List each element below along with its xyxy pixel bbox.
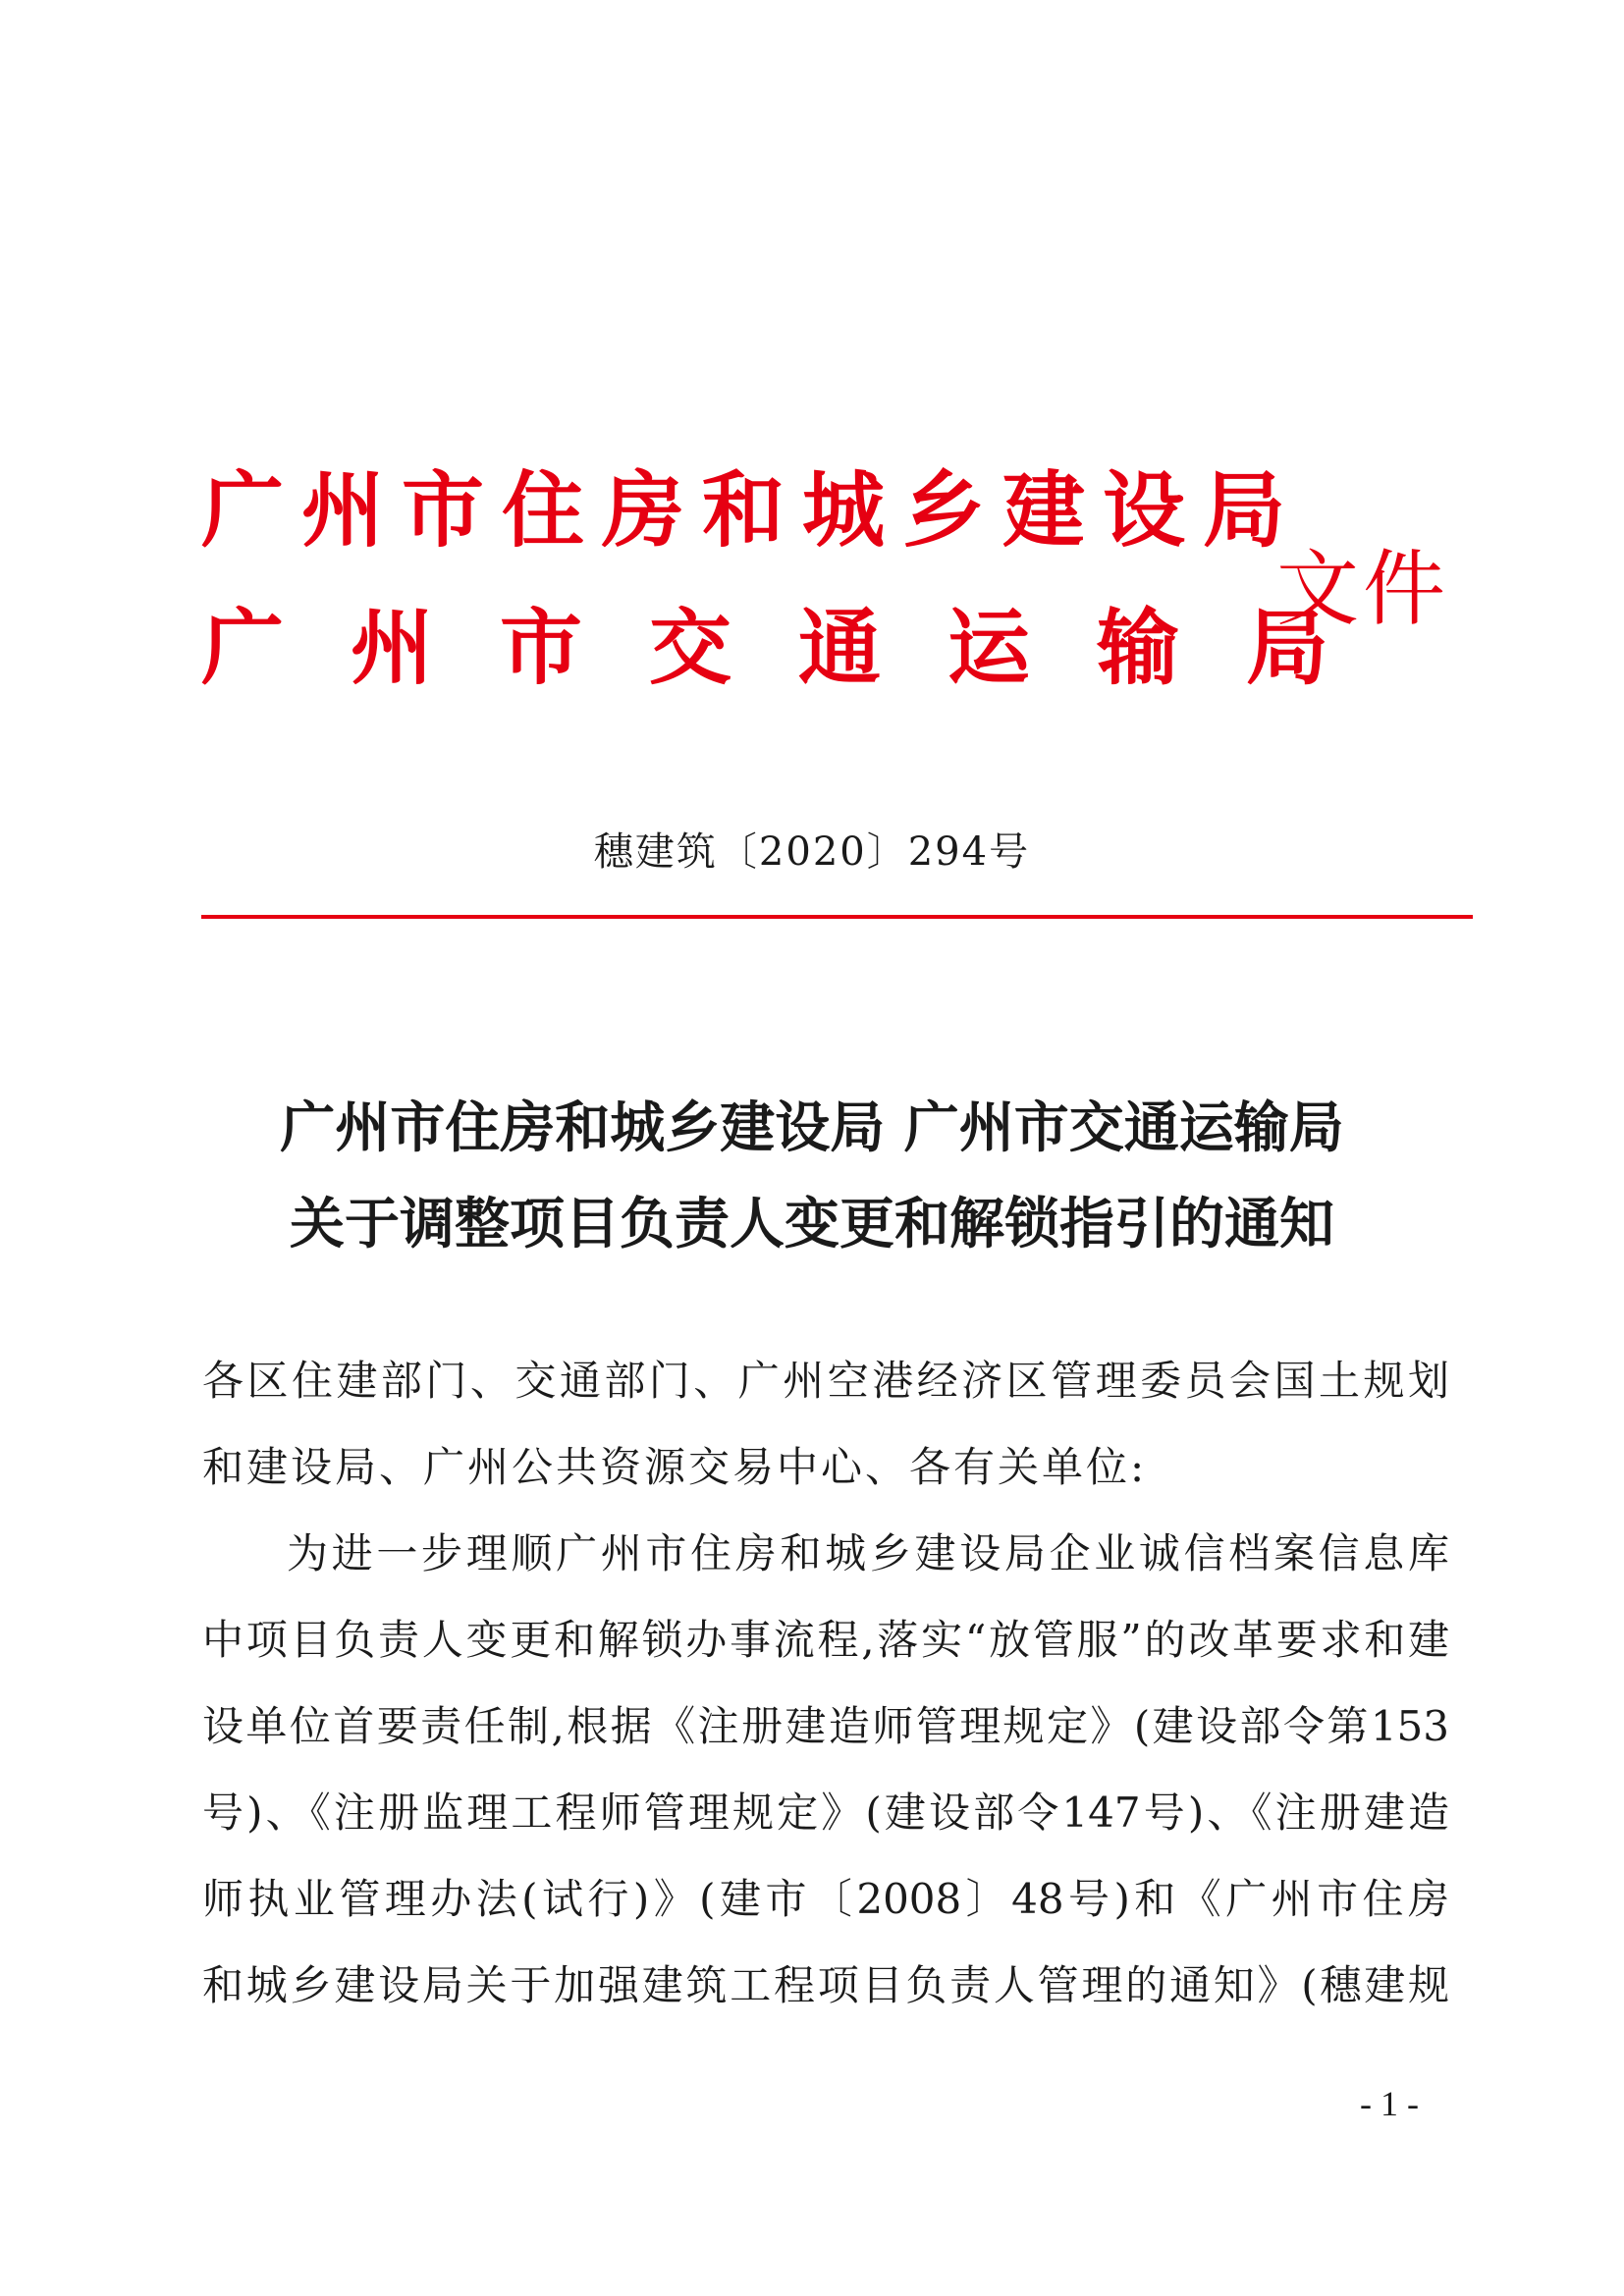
- body-line: 号)、《注册监理工程师管理规定》(建设部令147号)、《注册建造: [202, 1789, 1449, 1837]
- body-line: 为进一步理顺广州市住房和城乡建设局企业诚信档案信息库: [287, 1529, 1449, 1577]
- issuer-name-housing-bureau: 广州市住房和城乡建设局: [201, 462, 1304, 559]
- issuer-block: [201, 461, 1478, 707]
- body-line: 中项目负责人变更和解锁办事流程,落实“放管服”的改革要求和建: [202, 1616, 1449, 1664]
- body-line: 师执业管理办法(试行)》(建市〔2008〕48号)和《广州市住房: [202, 1875, 1449, 1923]
- document-type-label: 文件: [1276, 541, 1450, 637]
- body-line: 和建设局、广州公共资源交易中心、各有关单位:: [202, 1443, 1148, 1491]
- body-line: 和城乡建设局关于加强建筑工程项目负责人管理的通知》(穗建规: [202, 1961, 1449, 2009]
- document-title-line-2: 关于调整项目负责人变更和解锁指引的通知: [290, 1193, 1334, 1256]
- red-divider-line: [201, 915, 1473, 919]
- body-line: 各区住建部门、交通部门、广州空港经济区管理委员会国土规划: [202, 1357, 1449, 1405]
- document-title-line-1: 广州市住房和城乡建设局 广州市交通运输局: [280, 1096, 1344, 1160]
- issuer-name-transport-bureau: 广州市交通运输局: [201, 600, 1396, 696]
- body-line: 设单位首要责任制,根据《注册建造师管理规定》(建设部令第153: [202, 1702, 1449, 1750]
- page-number: - 1 -: [1360, 2084, 1419, 2123]
- document-number: 穗建筑〔2020〕294号: [593, 829, 1031, 875]
